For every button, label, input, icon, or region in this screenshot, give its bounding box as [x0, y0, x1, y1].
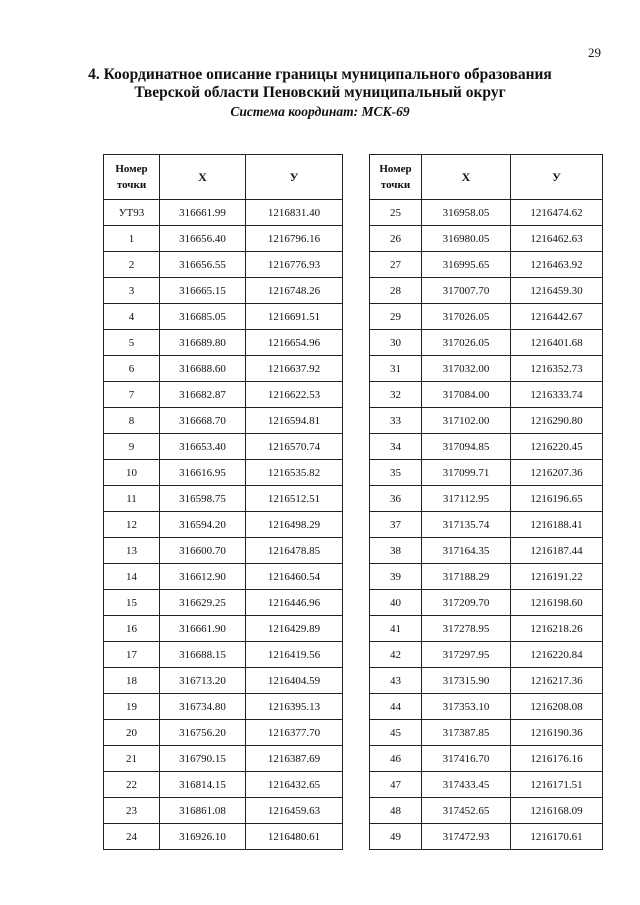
- table-row: [104, 616, 343, 642]
- table-row: [104, 434, 343, 460]
- table-row: [370, 226, 603, 252]
- x-coordinate-cell: 316688.60: [160, 356, 246, 382]
- x-coordinate-cell: 316689.80: [160, 330, 246, 356]
- x-coordinate-cell: 317094.85: [422, 434, 511, 460]
- point-header-line-2: точки: [380, 179, 411, 191]
- table-row: [104, 460, 343, 486]
- x-coordinate-cell: 317007.70: [422, 278, 511, 304]
- point-number-cell: 40: [370, 590, 422, 616]
- point-number-cell: 48: [370, 798, 422, 824]
- y-coordinate-cell: 1216446.96: [246, 590, 343, 616]
- y-coordinate-cell: 1216480.61: [246, 824, 343, 850]
- y-coordinate-cell: 1216622.53: [246, 382, 343, 408]
- x-coordinate-cell: 316600.70: [160, 538, 246, 564]
- x-coordinate-cell: 317135.74: [422, 512, 511, 538]
- title-line-1: 4. Координатное описание границы муниципального образования: [88, 66, 552, 83]
- coordinate-system-subtitle: Система координат: МСК-69: [230, 104, 410, 119]
- table-row: [370, 772, 603, 798]
- point-number-cell: 32: [370, 382, 422, 408]
- x-coordinate-cell: 316814.15: [160, 772, 246, 798]
- y-coordinate-cell: 1216207.36: [511, 460, 603, 486]
- y-coordinate-cell: 1216459.30: [511, 278, 603, 304]
- point-number-cell: 12: [104, 512, 160, 538]
- x-coordinate-cell: 316995.65: [422, 252, 511, 278]
- point-number-cell: 38: [370, 538, 422, 564]
- y-header: У: [246, 155, 343, 200]
- x-coordinate-cell: 317209.70: [422, 590, 511, 616]
- x-coordinate-cell: 317112.95: [422, 486, 511, 512]
- x-coordinate-cell: 317472.93: [422, 824, 511, 850]
- x-coordinate-cell: 317297.95: [422, 642, 511, 668]
- y-coordinate-cell: 1216208.08: [511, 694, 603, 720]
- x-coordinate-cell: 317164.35: [422, 538, 511, 564]
- point-number-cell: 24: [104, 824, 160, 850]
- y-coordinate-cell: 1216220.84: [511, 642, 603, 668]
- x-coordinate-cell: 316661.90: [160, 616, 246, 642]
- coordinates-table-right: [369, 154, 603, 850]
- point-number-cell: 21: [104, 746, 160, 772]
- table-row: [370, 200, 603, 226]
- table-row: [370, 642, 603, 668]
- y-header: У: [511, 155, 603, 200]
- y-coordinate-cell: 1216654.96: [246, 330, 343, 356]
- x-coordinate-cell: 316756.20: [160, 720, 246, 746]
- table-row: [370, 460, 603, 486]
- table-row: [370, 538, 603, 564]
- point-number-cell: 22: [104, 772, 160, 798]
- point-number-cell: 44: [370, 694, 422, 720]
- table-row: [370, 824, 603, 850]
- y-coordinate-cell: 1216218.26: [511, 616, 603, 642]
- point-number-cell: 13: [104, 538, 160, 564]
- point-number-cell: 8: [104, 408, 160, 434]
- y-coordinate-cell: 1216419.56: [246, 642, 343, 668]
- point-number-cell: 37: [370, 512, 422, 538]
- x-coordinate-cell: 316790.15: [160, 746, 246, 772]
- table-row: [104, 590, 343, 616]
- point-number-cell: 2: [104, 252, 160, 278]
- y-coordinate-cell: 1216220.45: [511, 434, 603, 460]
- table-header-row: [370, 155, 603, 200]
- x-coordinate-cell: 317026.05: [422, 304, 511, 330]
- point-number-cell: 41: [370, 616, 422, 642]
- point-header-line-1: Номер: [379, 163, 412, 175]
- table-row: [104, 304, 343, 330]
- y-coordinate-cell: 1216377.70: [246, 720, 343, 746]
- table-row: [104, 252, 343, 278]
- x-coordinate-cell: 317099.71: [422, 460, 511, 486]
- point-number-cell: 29: [370, 304, 422, 330]
- y-coordinate-cell: 1216637.92: [246, 356, 343, 382]
- point-number-cell: 45: [370, 720, 422, 746]
- point-number-cell: 3: [104, 278, 160, 304]
- point-number-cell: 9: [104, 434, 160, 460]
- y-coordinate-cell: 1216498.29: [246, 512, 343, 538]
- point-number-cell: 47: [370, 772, 422, 798]
- x-coordinate-cell: 317387.85: [422, 720, 511, 746]
- table-row: [104, 408, 343, 434]
- table-row: [370, 798, 603, 824]
- y-coordinate-cell: 1216168.09: [511, 798, 603, 824]
- y-coordinate-cell: 1216432.65: [246, 772, 343, 798]
- table-row: [370, 590, 603, 616]
- x-coordinate-cell: 316665.15: [160, 278, 246, 304]
- y-coordinate-cell: 1216196.65: [511, 486, 603, 512]
- point-number-cell: 14: [104, 564, 160, 590]
- y-coordinate-cell: 1216594.81: [246, 408, 343, 434]
- y-coordinate-cell: 1216352.73: [511, 356, 603, 382]
- point-number-cell: 43: [370, 668, 422, 694]
- y-coordinate-cell: 1216176.16: [511, 746, 603, 772]
- table-row: [104, 824, 343, 850]
- table-row: [370, 694, 603, 720]
- y-coordinate-cell: 1216748.26: [246, 278, 343, 304]
- x-coordinate-cell: 316598.75: [160, 486, 246, 512]
- table-row: [104, 356, 343, 382]
- table-row: [104, 278, 343, 304]
- point-header-line-1: Номер: [115, 163, 148, 175]
- y-coordinate-cell: 1216462.63: [511, 226, 603, 252]
- point-number-cell: 15: [104, 590, 160, 616]
- y-coordinate-cell: 1216187.44: [511, 538, 603, 564]
- table-row: [104, 226, 343, 252]
- document-title: [0, 66, 640, 102]
- x-coordinate-cell: 316734.80: [160, 694, 246, 720]
- point-number-cell: 7: [104, 382, 160, 408]
- page-number: 29: [588, 45, 601, 60]
- y-coordinate-cell: 1216198.60: [511, 590, 603, 616]
- point-number-cell: 49: [370, 824, 422, 850]
- table-row: [370, 746, 603, 772]
- x-coordinate-cell: 317452.65: [422, 798, 511, 824]
- x-coordinate-cell: 317102.00: [422, 408, 511, 434]
- point-number-cell: 33: [370, 408, 422, 434]
- point-number-cell: 26: [370, 226, 422, 252]
- x-coordinate-cell: 317278.95: [422, 616, 511, 642]
- point-number-cell: 6: [104, 356, 160, 382]
- table-row: [370, 382, 603, 408]
- y-coordinate-cell: 1216290.80: [511, 408, 603, 434]
- table-row: [104, 382, 343, 408]
- y-coordinate-cell: 1216333.74: [511, 382, 603, 408]
- table-row: [370, 668, 603, 694]
- y-coordinate-cell: 1216796.16: [246, 226, 343, 252]
- table-row: [104, 486, 343, 512]
- point-number-cell: 27: [370, 252, 422, 278]
- table-row: [104, 668, 343, 694]
- point-number-cell: 1: [104, 226, 160, 252]
- point-number-cell: 16: [104, 616, 160, 642]
- point-number-cell: 20: [104, 720, 160, 746]
- x-coordinate-cell: 317032.00: [422, 356, 511, 382]
- table-row: [104, 772, 343, 798]
- table-row: [104, 720, 343, 746]
- point-number-cell: 4: [104, 304, 160, 330]
- point-number-cell: 19: [104, 694, 160, 720]
- table-row: [104, 564, 343, 590]
- table-row: [370, 252, 603, 278]
- point-number-cell: УТ93: [104, 200, 160, 226]
- y-coordinate-cell: 1216831.40: [246, 200, 343, 226]
- y-coordinate-cell: 1216776.93: [246, 252, 343, 278]
- y-coordinate-cell: 1216217.36: [511, 668, 603, 694]
- point-number-cell: 18: [104, 668, 160, 694]
- y-coordinate-cell: 1216395.13: [246, 694, 343, 720]
- point-number-cell: 23: [104, 798, 160, 824]
- table-row: [104, 330, 343, 356]
- y-coordinate-cell: 1216401.68: [511, 330, 603, 356]
- x-coordinate-cell: 316661.99: [160, 200, 246, 226]
- x-coordinate-cell: 316688.15: [160, 642, 246, 668]
- y-coordinate-cell: 1216570.74: [246, 434, 343, 460]
- y-coordinate-cell: 1216535.82: [246, 460, 343, 486]
- table-row: [104, 200, 343, 226]
- point-number-cell: 30: [370, 330, 422, 356]
- y-coordinate-cell: 1216188.41: [511, 512, 603, 538]
- y-coordinate-cell: 1216387.69: [246, 746, 343, 772]
- x-coordinate-cell: 317416.70: [422, 746, 511, 772]
- x-coordinate-cell: 316616.95: [160, 460, 246, 486]
- table-row: [104, 694, 343, 720]
- coordinates-table-left: [103, 154, 343, 850]
- x-coordinate-cell: 316926.10: [160, 824, 246, 850]
- point-number-cell: 5: [104, 330, 160, 356]
- point-number-cell: 31: [370, 356, 422, 382]
- x-coordinate-cell: 316713.20: [160, 668, 246, 694]
- x-coordinate-cell: 317084.00: [422, 382, 511, 408]
- x-coordinate-cell: 316612.90: [160, 564, 246, 590]
- y-coordinate-cell: 1216404.59: [246, 668, 343, 694]
- point-number-cell: 39: [370, 564, 422, 590]
- table-row: [370, 720, 603, 746]
- point-number-header: [370, 155, 422, 200]
- table-row: [370, 486, 603, 512]
- point-number-cell: 36: [370, 486, 422, 512]
- y-coordinate-cell: 1216460.54: [246, 564, 343, 590]
- title-line-2: Тверской области Пеновский муниципальный округ: [134, 84, 506, 101]
- x-coordinate-cell: 316861.08: [160, 798, 246, 824]
- x-coordinate-cell: 317315.90: [422, 668, 511, 694]
- table-row: [370, 408, 603, 434]
- table-row: [370, 304, 603, 330]
- table-row: [370, 278, 603, 304]
- point-number-cell: 10: [104, 460, 160, 486]
- point-header-line-2: точки: [116, 179, 147, 191]
- table-row: [370, 434, 603, 460]
- y-coordinate-cell: 1216170.61: [511, 824, 603, 850]
- x-coordinate-cell: 316668.70: [160, 408, 246, 434]
- y-coordinate-cell: 1216463.92: [511, 252, 603, 278]
- x-coordinate-cell: 316656.40: [160, 226, 246, 252]
- x-coordinate-cell: 316594.20: [160, 512, 246, 538]
- x-coordinate-cell: 316656.55: [160, 252, 246, 278]
- table-row: [104, 798, 343, 824]
- y-coordinate-cell: 1216459.63: [246, 798, 343, 824]
- y-coordinate-cell: 1216512.51: [246, 486, 343, 512]
- x-coordinate-cell: 316629.25: [160, 590, 246, 616]
- table-row: [370, 564, 603, 590]
- x-coordinate-cell: 317026.05: [422, 330, 511, 356]
- table-row: [370, 330, 603, 356]
- y-coordinate-cell: 1216478.85: [246, 538, 343, 564]
- point-number-cell: 35: [370, 460, 422, 486]
- x-coordinate-cell: 316653.40: [160, 434, 246, 460]
- y-coordinate-cell: 1216691.51: [246, 304, 343, 330]
- x-coordinate-cell: 317433.45: [422, 772, 511, 798]
- y-coordinate-cell: 1216190.36: [511, 720, 603, 746]
- x-coordinate-cell: 316685.05: [160, 304, 246, 330]
- table-header-row: [104, 155, 343, 200]
- x-header: Х: [422, 155, 511, 200]
- x-coordinate-cell: 316682.87: [160, 382, 246, 408]
- point-number-cell: 28: [370, 278, 422, 304]
- x-coordinate-cell: 317353.10: [422, 694, 511, 720]
- y-coordinate-cell: 1216429.89: [246, 616, 343, 642]
- point-number-cell: 17: [104, 642, 160, 668]
- point-number-cell: 11: [104, 486, 160, 512]
- x-coordinate-cell: 316980.05: [422, 226, 511, 252]
- table-row: [104, 642, 343, 668]
- x-coordinate-cell: 317188.29: [422, 564, 511, 590]
- point-number-cell: 25: [370, 200, 422, 226]
- point-number-header: [104, 155, 160, 200]
- x-coordinate-cell: 316958.05: [422, 200, 511, 226]
- y-coordinate-cell: 1216442.67: [511, 304, 603, 330]
- point-number-cell: 46: [370, 746, 422, 772]
- table-row: [104, 746, 343, 772]
- table-row: [370, 512, 603, 538]
- table-row: [370, 616, 603, 642]
- table-row: [104, 512, 343, 538]
- point-number-cell: 34: [370, 434, 422, 460]
- point-number-cell: 42: [370, 642, 422, 668]
- table-row: [370, 356, 603, 382]
- y-coordinate-cell: 1216191.22: [511, 564, 603, 590]
- x-header: Х: [160, 155, 246, 200]
- table-row: [104, 538, 343, 564]
- y-coordinate-cell: 1216474.62: [511, 200, 603, 226]
- y-coordinate-cell: 1216171.51: [511, 772, 603, 798]
